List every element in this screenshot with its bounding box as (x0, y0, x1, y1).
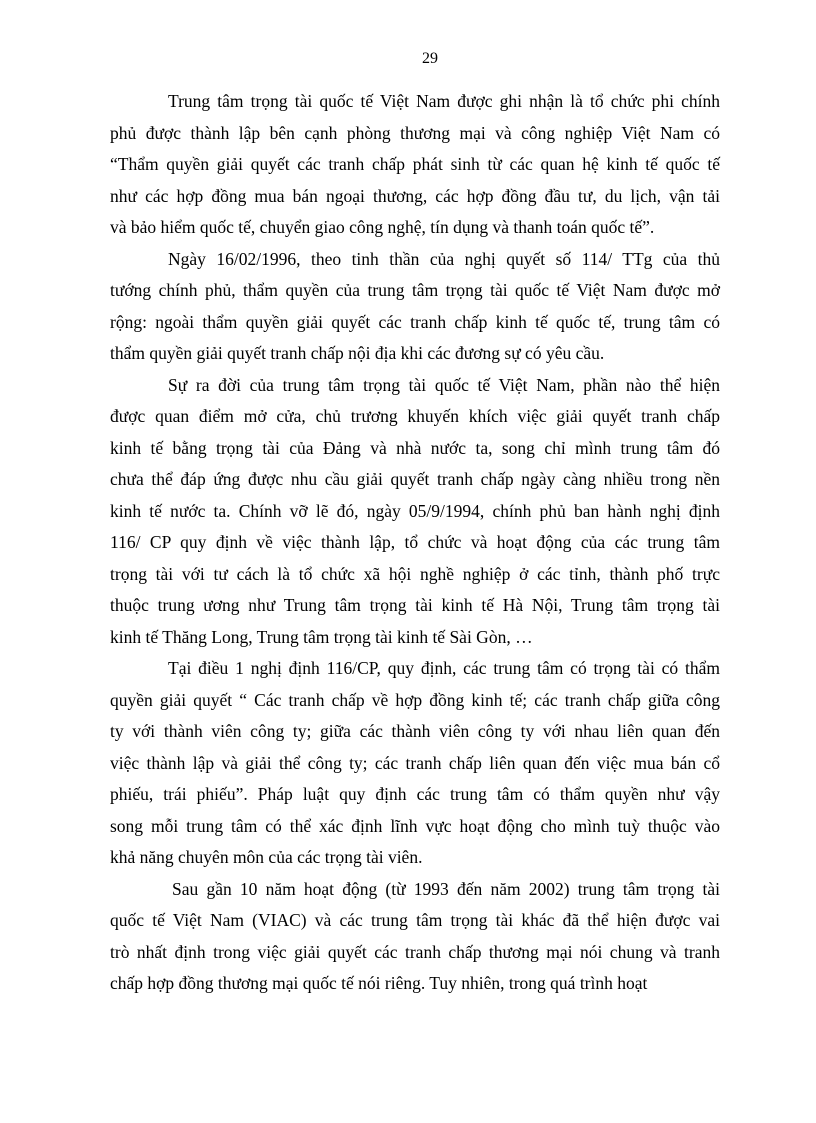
text-line: quốc tế Việt Nam (VIAC) và các trung tâm trọng tài khác đã thể hiện được vai (110, 910, 720, 930)
text-line: Tại điều 1 nghị định 116/CP, quy định, các trung tâm có trọng tài có thẩm (168, 658, 720, 678)
text-line: Sự ra đời của trung tâm trọng tài quốc tế Việt Nam, phần nào thể hiện (168, 374, 720, 395)
text-line: Trung tâm trọng tài quốc tế Việt Nam được ghi nhận là tổ chức phi chính (168, 91, 720, 111)
text-line: Ngày 16/02/1996, theo tinh thần của nghị quyết số 114/ TTg của thủ (168, 248, 720, 269)
text-line: tướng chính phủ, thẩm quyền của trung tâm trọng tài quốc tế Việt Nam được mở (110, 280, 720, 300)
text-line: ty với thành viên công ty; giữa các thành viên công ty với nhau liên quan đến (110, 721, 720, 741)
paragraph-2 (110, 244, 720, 370)
text-line: trò nhất định trong việc giải quyết các tranh chấp thương mại nói chung và tranh (110, 941, 720, 962)
text-line: chấp hợp đồng thương mại quốc tế nói riêng. Tuy nhiên, trong quá trình hoạt (110, 973, 648, 993)
text-line: được quan điểm mở cửa, chủ trương khuyến khích việc giải quyết tranh chấp (110, 406, 720, 426)
text-line: kinh tế nước ta. Chính vỡ lẽ đó, ngày 05/9/1994, chính phủ ban hành nghị định (110, 500, 720, 521)
text-line: thẩm quyền giải quyết tranh chấp nội địa khi các đương sự có yêu cầu. (110, 343, 605, 363)
text-line: quyền giải quyết “ Các tranh chấp về hợp đồng kinh tế; các tranh chấp giữa công (110, 689, 720, 710)
paragraph-3 (110, 370, 720, 654)
paragraph-1 (110, 86, 720, 244)
text-line: và bảo hiểm quốc tế, chuyển giao công nghệ, tín dụng và thanh toán quốc tế”. (110, 217, 655, 237)
text-line: Sau gần 10 năm hoạt động (từ 1993 đến năm 2002) trung tâm trọng tài (172, 878, 720, 899)
page-number: 29 (422, 50, 438, 67)
text-line: phủ được thành lập bên cạnh phòng thương mại và công nghiệp Việt Nam có (110, 122, 720, 143)
text-line: chưa thể đáp ứng được nhu cầu giải quyết tranh chấp ngày càng nhiều trong nền (110, 469, 720, 489)
text-line: khả năng chuyên môn của các trọng tài viên. (110, 847, 423, 867)
text-line: trọng tài với tư cách là tổ chức xã hội nghề nghiệp ở các tỉnh, thành phố trực (110, 563, 720, 584)
text-line: kinh tế Thăng Long, Trung tâm trọng tài kinh tế Sài Gòn, … (110, 626, 533, 647)
text-line: kinh tế bằng trọng tài của Đảng và nhà nước ta, song chỉ mình trung tâm đó (110, 437, 720, 458)
paragraph-5 (110, 874, 720, 1000)
text-line: song mỗi trung tâm có thể xác định lĩnh vực hoạt động cho mình tuỳ thuộc vào (110, 815, 720, 836)
paragraph-4 (110, 653, 720, 874)
text-line: việc thành lập và giải thể công ty; các tranh chấp liên quan đến việc mua bán cổ (110, 752, 720, 773)
text-line: rộng: ngoài thẩm quyền giải quyết các tranh chấp kinh tế quốc tế, trung tâm có (110, 311, 720, 332)
text-line: như các hợp đồng mua bán ngoại thương, các hợp đồng đầu tư, du lịch, vận tải (110, 185, 720, 206)
text-line: “Thẩm quyền giải quyết các tranh chấp phát sinh từ các quan hệ kinh tế quốc tế (110, 154, 720, 174)
text-line: 116/ CP quy định về việc thành lập, tổ chức và hoạt động của các trung tâm (110, 532, 720, 552)
text-line: thuộc trung ương như Trung tâm trọng tài kinh tế Hà Nội, Trung tâm trọng tài (110, 595, 720, 615)
text-line: phiếu, trái phiếu”. Pháp luật quy định các trung tâm có thẩm quyền như vậy (110, 784, 720, 804)
